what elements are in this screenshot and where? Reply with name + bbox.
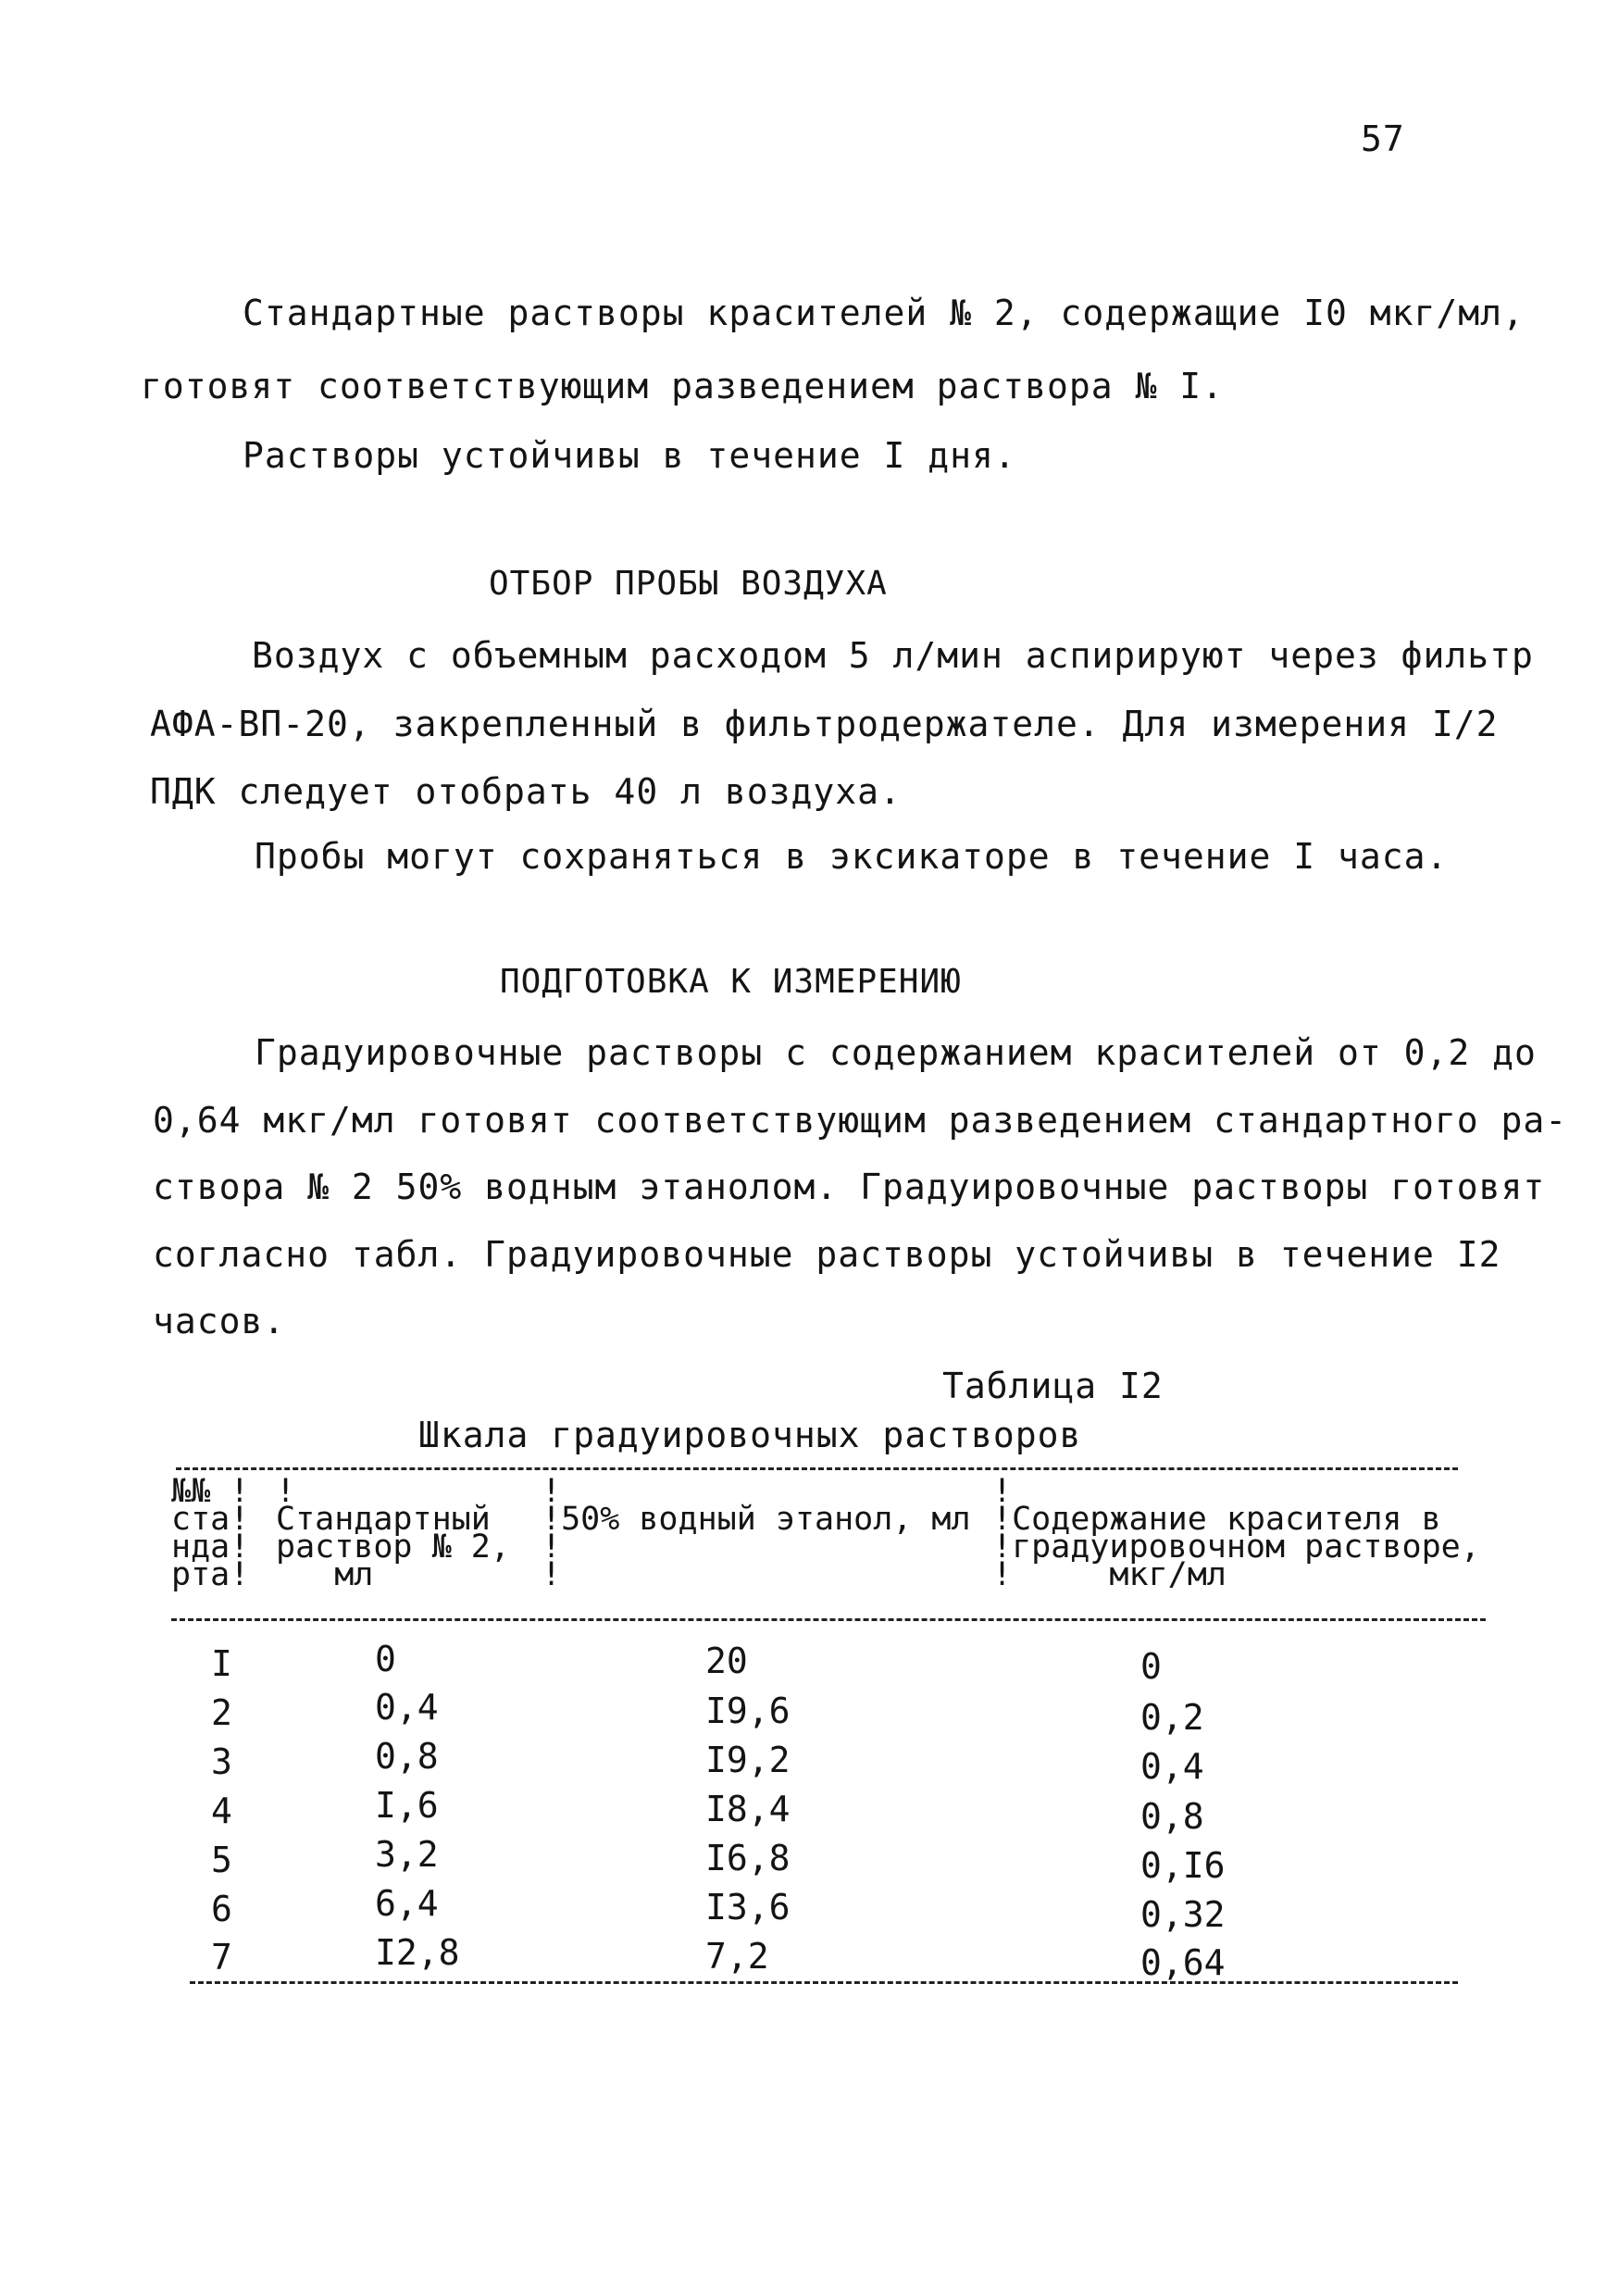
intro-line-3: Растворы устойчивы в течение I дня. xyxy=(243,435,1016,476)
header-number: №№ ! ста! нда! рта! xyxy=(171,1473,250,1593)
cell-number: 4 xyxy=(211,1791,232,1831)
prep-line-3: створа № 2 50% водным этанолом. Градуировочные растворы готовят xyxy=(153,1167,1546,1207)
air-line-2: АФА-ВП-20, закрепленный в фильтродержателе. Для измерения I/2 xyxy=(150,704,1499,744)
cell-concentration: 0,4 xyxy=(1140,1746,1204,1787)
cell-number: 3 xyxy=(211,1741,232,1782)
cell-concentration: 0,2 xyxy=(1140,1697,1204,1738)
table-top-rule xyxy=(176,1467,1458,1470)
cell-ethanol: I8,4 xyxy=(705,1789,791,1829)
prep-line-2: 0,64 мкг/мл готовят соответствующим разведением стандартного ра- xyxy=(153,1100,1568,1141)
cell-concentration: 0,I6 xyxy=(1140,1845,1226,1886)
cell-standard: I,6 xyxy=(375,1785,439,1826)
cell-ethanol: 20 xyxy=(705,1641,748,1681)
table-header-rule xyxy=(171,1618,1486,1621)
cell-standard: 0,8 xyxy=(375,1736,439,1777)
air-line-4: Пробы могут сохраняться в эксикаторе в течение I часа. xyxy=(255,836,1449,877)
table-label: Таблица I2 xyxy=(942,1366,1164,1406)
cell-number: 6 xyxy=(211,1889,232,1929)
prep-line-1: Градуировочные растворы с содержанием красителей от 0,2 до xyxy=(255,1032,1537,1073)
cell-ethanol: I9,2 xyxy=(705,1740,791,1780)
cell-concentration: 0,64 xyxy=(1140,1942,1226,1983)
cell-ethanol: 7,2 xyxy=(705,1936,769,1977)
air-line-1: Воздух с объемным расходом 5 л/мин аспирируют через фильтр xyxy=(252,635,1534,676)
cell-standard: 0 xyxy=(375,1639,396,1679)
prep-line-5: часов. xyxy=(153,1301,286,1341)
intro-line-1: Стандартные растворы красителей № 2, содержащие I0 мкг/мл, xyxy=(243,293,1525,333)
page-number: 57 xyxy=(1361,119,1405,159)
air-line-3: ПДК следует отобрать 40 л воздуха. xyxy=(150,771,902,812)
cell-concentration: 0,32 xyxy=(1140,1894,1226,1935)
table-bottom-rule xyxy=(190,1981,1458,1984)
cell-number: 5 xyxy=(211,1840,232,1880)
table-caption: Шкала градуировочных растворов xyxy=(418,1415,1082,1455)
cell-concentration: 0 xyxy=(1140,1646,1162,1687)
section-heading-air-sampling: ОТБОР ПРОБЫ ВОЗДУХА xyxy=(489,565,888,603)
cell-standard: 6,4 xyxy=(375,1883,439,1924)
cell-ethanol: I9,6 xyxy=(705,1691,791,1731)
cell-concentration: 0,8 xyxy=(1140,1796,1204,1837)
cell-ethanol: I3,6 xyxy=(705,1887,791,1928)
cell-standard: 3,2 xyxy=(375,1834,439,1875)
header-ethanol: ! !50% водный этанол, мл ! ! xyxy=(542,1473,971,1593)
header-concentration: ! !Содержание красителя в !градуировочном растворе, ! мкг/мл xyxy=(992,1473,1480,1593)
intro-line-2: готовят соответствующим разведением раствора № I. xyxy=(141,366,1225,406)
header-standard-solution: ! Стандартный раствор № 2, мл xyxy=(276,1473,510,1593)
cell-ethanol: I6,8 xyxy=(705,1838,791,1878)
cell-standard: I2,8 xyxy=(375,1932,460,1973)
cell-standard: 0,4 xyxy=(375,1687,439,1728)
section-heading-preparation: ПОДГОТОВКА К ИЗМЕРЕНИЮ xyxy=(500,963,962,1001)
cell-number: I xyxy=(211,1643,232,1684)
cell-number: 2 xyxy=(211,1692,232,1733)
prep-line-4: согласно табл. Градуировочные растворы устойчивы в течение I2 xyxy=(153,1234,1501,1275)
cell-number: 7 xyxy=(211,1937,232,1978)
